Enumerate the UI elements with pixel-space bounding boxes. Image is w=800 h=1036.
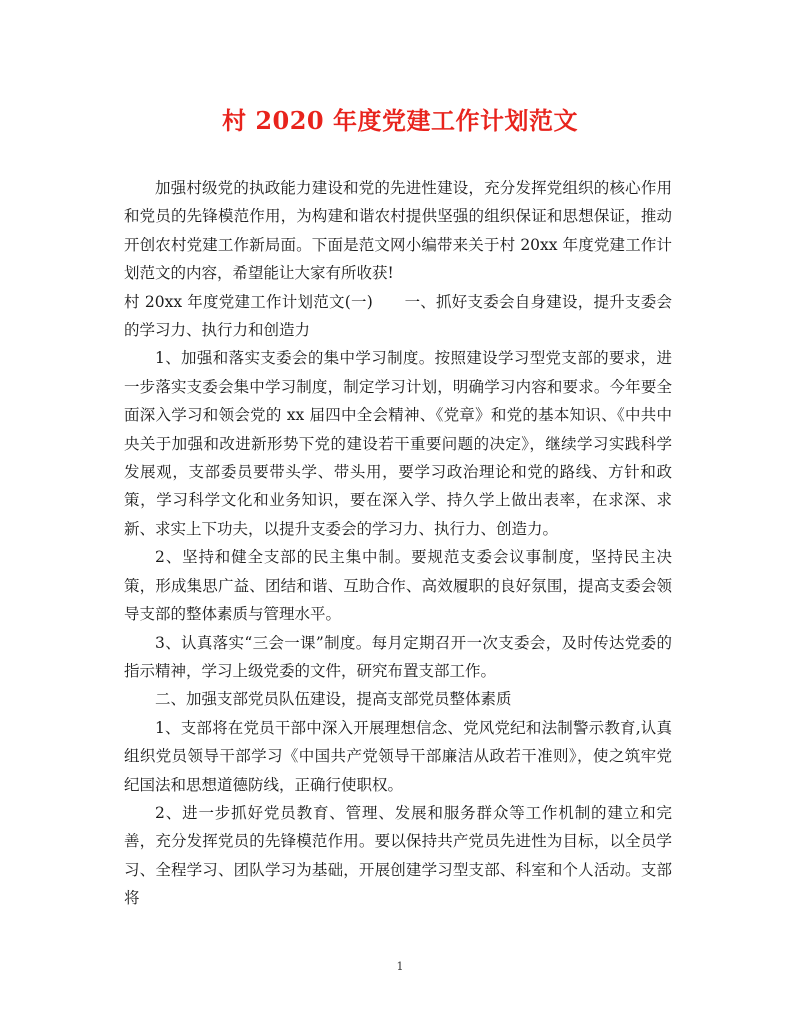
body-paragraph: 2、进一步抓好党员教育、管理、发展和服务群众等工作机制的建立和完善，充分发挥党员的先锋模范作用。要以保持共产党员先进性为目标，以全员学习、全程学习、团队学习为基础，开展创建学习型支部、科室和个人活动。支部将	[124, 803, 672, 908]
document-body	[124, 174, 672, 913]
intro-paragraph: 加强村级党的执政能力建设和党的先进性建设，充分发挥党组织的核心作用和党员的先锋模范作用，为构建和谐农村提供坚强的组织保证和思想保证，推动开创农村党建工作新局面。下面是范文网小编带来关于村 20xx 年度党建工作计划范文的内容，希望能让大家有所收获!	[124, 179, 672, 283]
body-paragraph: 1、加强和落实支委会的集中学习制度。按照建设学习型党支部的要求，进一步落实支委会集中学习制度，制定学习计划，明确学习内容和要求。今年要全面深入学习和领会党的 xx 届四中全会精神、《党章》和党的基本知识、《中共中央关于加强和改进新形势下党的建设若干重要问题的决定》，继续学习实践科学发展观，支部委员要带头学、带头用，要学习政治理论和党的路线、方针和政策，学习科学文化和业务知识，要在深入学、持久学上做出表率，在求深、求新、求实上下功夫，以提升支委会的学习力、执行力、创造力。	[124, 349, 672, 538]
page-number: 1	[396, 960, 404, 973]
document-title: 村 2020 年度党建工作计划范文	[221, 106, 578, 135]
section-heading-paragraph: 村 20xx 年度党建工作计划范文(一) 一、抓好支委会自身建设，提升支委会的学习力、执行力和创造力	[124, 292, 672, 340]
section-heading: 二、加强支部党员队伍建设，提高支部党员整体素质	[155, 690, 512, 709]
body-paragraph: 3、认真落实“三会一课”制度。每月定期召开一次支委会，及时传达党委的指示精神，学习上级党委的文件，研究布置支部工作。	[124, 633, 672, 680]
body-paragraph: 1、支部将在党员干部中深入开展理想信念、党风党纪和法制警示教育,认真组织党员领导干部学习《中国共产党领导干部廉洁从政若干准则》，使之筑牢党纪国法和思想道德防线，正确行使职权。	[124, 718, 672, 794]
body-paragraph: 2、坚持和健全支部的民主集中制。要规范支委会议事制度，坚持民主决策，形成集思广益、团结和谐、互助合作、高效履职的良好氛围，提高支委会领导支部的整体素质与管理水平。	[124, 548, 672, 624]
